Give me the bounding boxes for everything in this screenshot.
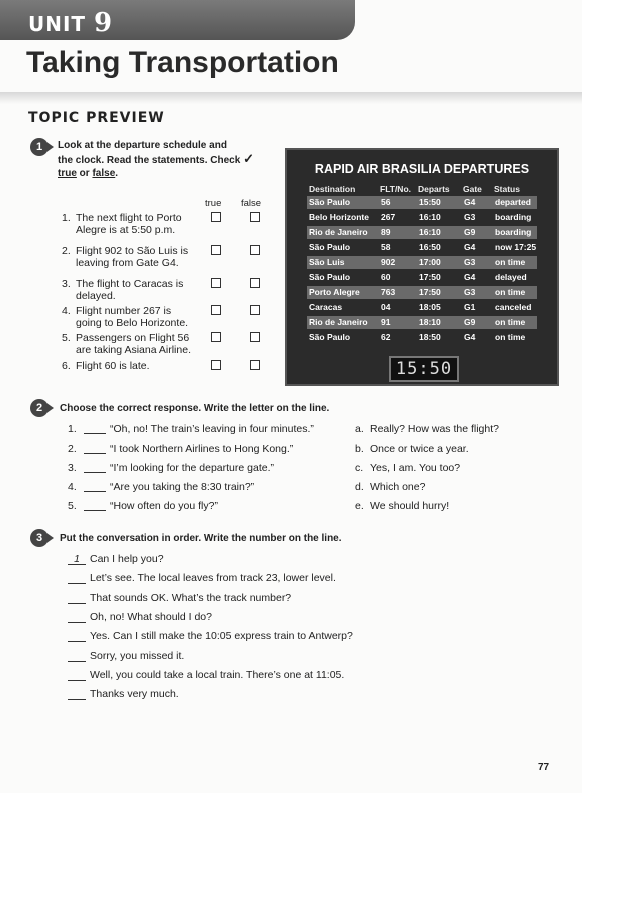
section-heading: TOPIC PREVIEW — [28, 110, 165, 126]
board-cell: canceled — [495, 302, 532, 312]
board-row — [307, 316, 537, 329]
board-header: Destination — [309, 184, 356, 194]
conversation-text: Yes. Can I still make the 10:05 express train to Antwerp? — [90, 630, 353, 642]
board-header: Departs — [418, 184, 450, 194]
order-blank[interactable] — [68, 650, 86, 662]
statement-text: The next flight to Porto — [76, 212, 182, 224]
answer-letter: c. — [355, 462, 364, 474]
conversation-text: Sorry, you missed it. — [90, 650, 185, 662]
board-cell: delayed — [495, 272, 527, 282]
answer-a — [355, 423, 499, 435]
board-cell: G4 — [464, 242, 476, 252]
board-cell: 763 — [381, 287, 396, 297]
conversation-line — [68, 650, 184, 662]
question-number: 3. — [68, 462, 77, 474]
conversation-line — [68, 669, 344, 681]
exercise-1-badge: 1 — [30, 138, 48, 156]
board-cell: 18:50 — [419, 332, 441, 342]
board-cell: boarding — [495, 212, 532, 222]
topic-band — [0, 92, 582, 104]
board-cell: G3 — [464, 257, 476, 267]
false-column-header: false — [241, 198, 262, 209]
board-cell: São Paulo — [309, 197, 351, 207]
board-cell: on time — [495, 317, 526, 327]
digital-clock: 15:50 — [389, 356, 459, 382]
false-checkbox-1[interactable] — [250, 212, 260, 222]
answer-b — [355, 443, 469, 455]
statement-6 — [62, 360, 212, 372]
exercise-2-badge: 2 — [30, 399, 48, 417]
board-cell: now 17:25 — [495, 242, 537, 252]
false-word: false — [92, 168, 116, 179]
statement-text: going to Belo Horizonte. — [76, 317, 189, 329]
statement-text: Flight 902 to São Luis is — [76, 245, 189, 257]
unit-banner — [0, 0, 355, 40]
statement-text: Passengers on Flight 56 — [76, 332, 190, 344]
answer-e — [355, 500, 449, 512]
statement-text: leaving from Gate G4. — [76, 257, 179, 269]
true-checkbox-6[interactable] — [211, 360, 221, 370]
conversation-line — [68, 592, 291, 604]
answer-blank[interactable] — [84, 433, 106, 434]
question-number: 1. — [68, 423, 77, 435]
board-cell: 18:10 — [419, 317, 441, 327]
board-cell: São Paulo — [309, 272, 351, 282]
order-blank[interactable]: 1 — [68, 553, 86, 565]
board-cell: Rio de Janeiro — [309, 227, 368, 237]
unit-label — [28, 8, 113, 38]
board-cell: on time — [495, 257, 526, 267]
statement-1 — [62, 212, 212, 236]
board-cell: 58 — [381, 242, 391, 252]
conversation-text: Can I help you? — [90, 553, 164, 565]
board-title: RAPID AIR BRASILIA DEPARTURES — [314, 162, 530, 176]
board-row — [307, 331, 537, 344]
board-row — [307, 226, 537, 239]
board-header: Gate — [463, 184, 482, 194]
statement-2 — [62, 245, 212, 269]
answer-letter: b. — [355, 443, 364, 455]
conversation-text: Thanks very much. — [90, 688, 179, 700]
statement-number: 4. — [62, 305, 71, 317]
conversation-text: Let’s see. The local leaves from track 23, lower level. — [90, 572, 336, 584]
board-cell: G3 — [464, 287, 476, 297]
board-row — [307, 211, 537, 224]
instruction-line: the clock. Read the statements. Check — [58, 155, 241, 166]
answer-c — [355, 462, 460, 474]
true-column-header: true — [205, 198, 222, 209]
unit-word: UNIT — [28, 12, 87, 36]
statement-text: are taking Asiana Airline. — [76, 344, 191, 356]
board-row — [307, 301, 537, 314]
board-cell: 16:10 — [419, 212, 441, 222]
answer-blank[interactable] — [84, 453, 106, 454]
true-checkbox-3[interactable] — [211, 278, 221, 288]
board-header: FLT/No. — [380, 184, 411, 194]
statement-number: 5. — [62, 332, 71, 344]
board-row — [307, 286, 537, 299]
board-cell: G1 — [464, 302, 476, 312]
board-cell: 16:10 — [419, 227, 441, 237]
question-text: “I took Northern Airlines to Hong Kong.” — [110, 443, 294, 455]
board-cell: São Luis — [309, 257, 345, 267]
answer-letter: e. — [355, 500, 364, 512]
board-cell: 17:50 — [419, 287, 441, 297]
conversation-text: Well, you could take a local train. There’s one at 11:05. — [90, 669, 345, 681]
true-word: true — [58, 168, 77, 179]
statement-text: Flight 60 is late. — [76, 360, 150, 372]
question-text: “Are you taking the 8:30 train?” — [110, 481, 255, 493]
answer-text: Which one? — [370, 481, 426, 493]
false-checkbox-6[interactable] — [250, 360, 260, 370]
board-cell: São Paulo — [309, 332, 351, 342]
board-row — [307, 241, 537, 254]
or-word: or — [76, 168, 93, 179]
order-blank[interactable] — [68, 572, 86, 584]
order-blank[interactable] — [68, 592, 86, 604]
answer-blank[interactable] — [84, 510, 106, 511]
answer-d — [355, 481, 425, 493]
board-cell: Belo Horizonte — [309, 212, 369, 222]
exercise-3-badge: 3 — [30, 529, 48, 547]
board-cell: Porto Alegre — [309, 287, 360, 297]
board-cell: G4 — [464, 332, 476, 342]
question-text: “I’m looking for the departure gate.” — [110, 462, 275, 474]
board-cell: 56 — [381, 197, 391, 207]
board-cell: G3 — [464, 212, 476, 222]
instruction-line: Look at the departure schedule and — [58, 140, 227, 151]
board-cell: 60 — [381, 272, 391, 282]
conversation-line — [68, 572, 336, 584]
board-cell: G4 — [464, 197, 476, 207]
conversation-line — [68, 630, 353, 642]
statement-text: delayed. — [76, 290, 116, 302]
statement-number: 1. — [62, 212, 71, 224]
answer-blank[interactable] — [84, 472, 106, 473]
statement-4 — [62, 305, 212, 329]
board-row — [307, 256, 537, 269]
false-checkbox-5[interactable] — [250, 332, 260, 342]
departure-board — [285, 148, 559, 386]
board-cell: on time — [495, 287, 526, 297]
question-number: 2. — [68, 443, 77, 455]
board-cell: 91 — [381, 317, 391, 327]
board-row — [307, 271, 537, 284]
order-blank[interactable] — [68, 611, 86, 623]
board-cell: Rio de Janeiro — [309, 317, 368, 327]
statement-text: Alegre is at 5:50 p.m. — [76, 224, 176, 236]
board-cell: G9 — [464, 317, 476, 327]
answer-letter: a. — [355, 423, 364, 435]
board-cell: 89 — [381, 227, 391, 237]
board-cell: São Paulo — [309, 242, 351, 252]
exercise-3-instruction: Put the conversation in order. Write the number on the line. — [60, 533, 342, 544]
statement-5 — [62, 332, 212, 356]
checkmark-icon: ✓ — [243, 151, 254, 166]
true-checkbox-1[interactable] — [211, 212, 221, 222]
statement-3 — [62, 278, 212, 302]
board-cell: 04 — [381, 302, 391, 312]
false-checkbox-4[interactable] — [250, 305, 260, 315]
board-cell: 18:05 — [419, 302, 441, 312]
order-blank[interactable] — [68, 669, 86, 681]
board-cell: 62 — [381, 332, 391, 342]
answer-text: Really? How was the flight? — [370, 423, 499, 435]
board-cell: 15:50 — [419, 197, 441, 207]
page-number: 77 — [538, 762, 550, 773]
false-checkbox-3[interactable] — [250, 278, 260, 288]
answer-text: We should hurry! — [370, 500, 450, 512]
board-cell: boarding — [495, 227, 532, 237]
statement-number: 6. — [62, 360, 71, 372]
conversation-line — [68, 688, 179, 700]
statement-text: The flight to Caracas is — [76, 278, 184, 290]
board-cell: 17:00 — [419, 257, 441, 267]
board-row — [307, 196, 537, 209]
board-cell: 16:50 — [419, 242, 441, 252]
true-checkbox-5[interactable] — [211, 332, 221, 342]
board-cell: on time — [495, 332, 526, 342]
question-text: “How often do you fly?” — [110, 500, 218, 512]
conversation-text: That sounds OK. What’s the track number? — [90, 592, 292, 604]
answer-text: Yes, I am. You too? — [370, 462, 461, 474]
board-cell: 902 — [381, 257, 396, 267]
answer-blank[interactable] — [84, 491, 106, 492]
unit-number: 9 — [94, 8, 114, 38]
board-cell: 17:50 — [419, 272, 441, 282]
board-cell: G4 — [464, 272, 476, 282]
statement-number: 3. — [62, 278, 71, 290]
board-header: Status — [494, 184, 520, 194]
page-title: Taking Transportation — [26, 46, 339, 79]
statement-text: Flight number 267 is — [76, 305, 172, 317]
false-checkbox-2[interactable] — [250, 245, 260, 255]
board-cell: G9 — [464, 227, 476, 237]
conversation-text: Oh, no! What should I do? — [90, 611, 212, 623]
board-cell: departed — [495, 197, 531, 207]
question-text: “Oh, no! The train’s leaving in four minutes.” — [110, 423, 314, 435]
order-blank[interactable] — [68, 630, 86, 642]
order-blank[interactable] — [68, 688, 86, 700]
period: . — [115, 168, 119, 179]
conversation-line — [68, 611, 212, 623]
answer-text: Once or twice a year. — [370, 443, 469, 455]
question-number: 4. — [68, 481, 77, 493]
exercise-2-instruction: Choose the correct response. Write the letter on the line. — [60, 403, 330, 414]
statement-number: 2. — [62, 245, 71, 257]
conversation-line — [68, 553, 164, 565]
true-checkbox-4[interactable] — [211, 305, 221, 315]
board-cell: Caracas — [309, 302, 343, 312]
exercise-1-instruction — [58, 139, 254, 180]
board-cell: 267 — [381, 212, 396, 222]
true-checkbox-2[interactable] — [211, 245, 221, 255]
answer-letter: d. — [355, 481, 364, 493]
question-number: 5. — [68, 500, 77, 512]
